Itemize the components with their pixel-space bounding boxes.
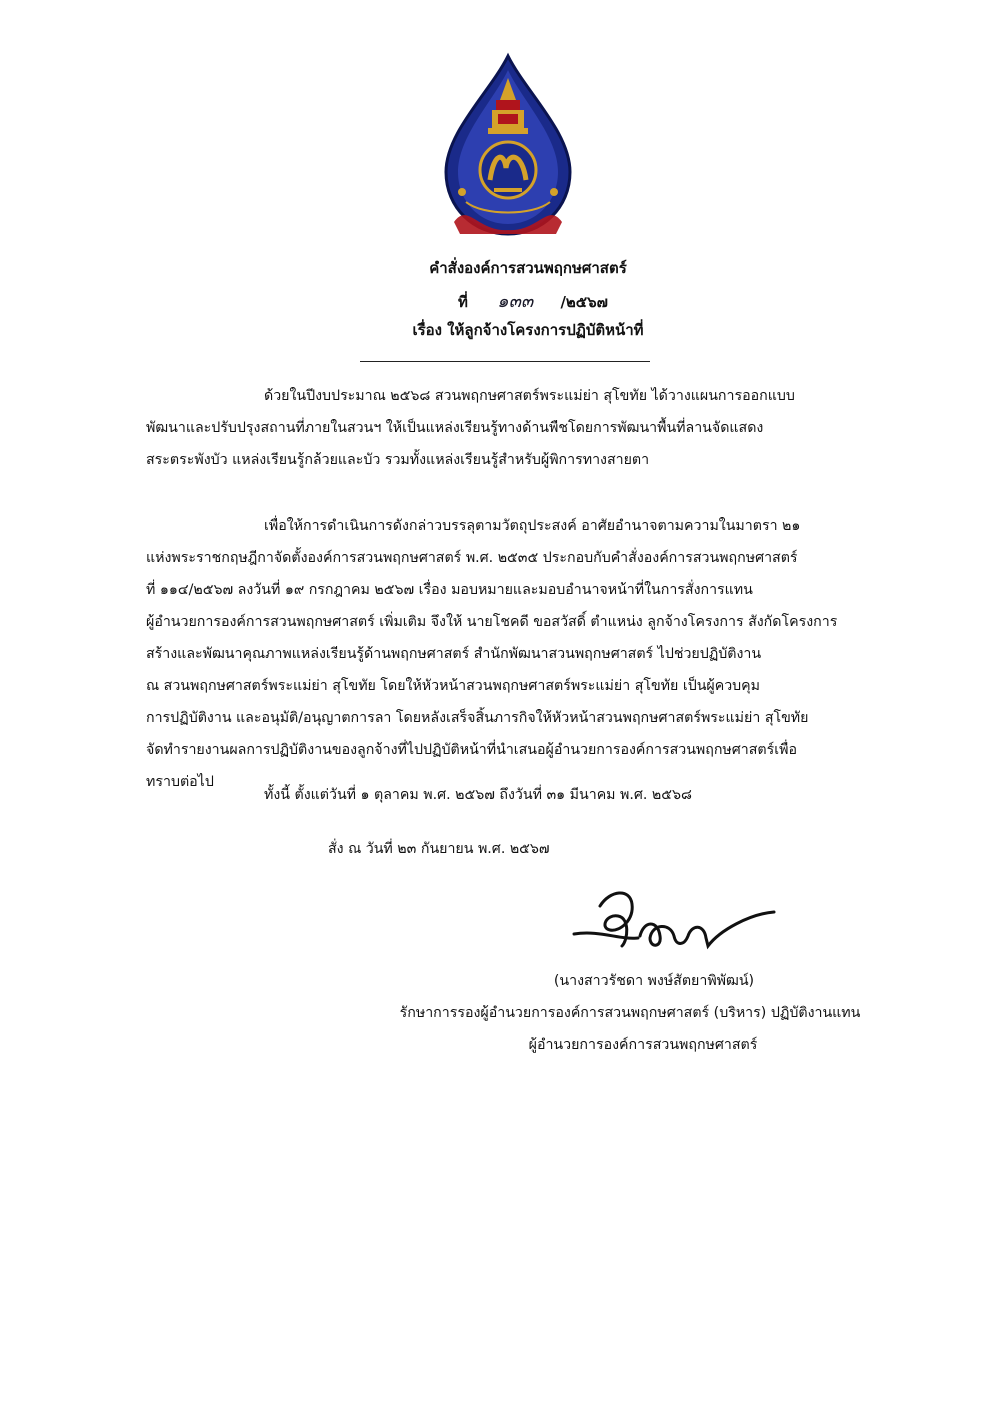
order-date: สั่ง ณ วันที่ ๒๓ กันยายน พ.ศ. ๒๕๖๗ [328,841,550,857]
paragraph-line: การปฏิบัติงาน และอนุมัติ/อนุญาตการลา โดยหลังเสร็จสิ้นภารกิจให้หัวหน้าสวนพฤกษศาสตร์พระแม่ย่า สุโขทัย [146,710,809,726]
paragraph-line: จัดทำรายงานผลการปฏิบัติงานของลูกจ้างที่ไปปฏิบัติหน้าที่นำเสนอผู้อำนวยการองค์การสวนพฤกษศาสตร์เพื่อ [146,742,797,758]
signatory-position: รักษาการรองผู้อำนวยการองค์การสวนพฤกษศาสตร์ (บริหาร) ปฏิบัติงานแทน [399,1005,861,1021]
paragraph-line: ผู้อำนวยการองค์การสวนพฤกษศาสตร์ เพิ่มเติม จึงให้ นายโชคดี ขอสวัสดิ์ ตำแหน่ง ลูกจ้างโครงการ สังกัดโครงการ [146,614,838,630]
paragraph-line: เพื่อให้การดำเนินการดังกล่าวบรรลุตามวัตถุประสงค์ อาศัยอำนาจตามความในมาตรา ๒๑ [264,518,801,534]
paragraph-line: พัฒนาและปรับปรุงสถานที่ภายในสวนฯ ให้เป็นแหล่งเรียนรู้ทางด้านพืชโดยการพัฒนาพื้นที่ลานจัดแสดง [146,420,764,436]
order-number-handwritten: ๑๓๓ [497,291,534,312]
paragraph-line: สร้างและพัฒนาคุณภาพแหล่งเรียนรู้ด้านพฤกษศาสตร์ สำนักพัฒนาสวนพฤกษศาสตร์ ไปช่วยปฏิบัติงาน [146,646,762,662]
paragraph-line: ที่ ๑๑๔/๒๕๖๗ ลงวันที่ ๑๙ กรกฎาคม ๒๕๖๗ เรื่อง มอบหมายและมอบอำนาจหน้าที่ในการสั่งการแทน [146,582,753,598]
header-divider [360,361,650,362]
order-subject: เรื่อง ให้ลูกจ้างโครงการปฏิบัติหน้าที่ [412,321,644,339]
paragraph-line: แห่งพระราชกฤษฎีกาจัดตั้งองค์การสวนพฤกษศาสตร์ พ.ศ. ๒๕๓๕ ประกอบกับคำสั่งองค์การสวนพฤกษศาสตร์ [146,550,798,566]
paragraph-1 [146,380,920,476]
order-number-year: /๒๕๖๗ [560,293,608,311]
paragraph-line: ด้วยในปีงบประมาณ ๒๕๖๘ สวนพฤกษศาสตร์พระแม่ย่า สุโขทัย ได้วางแผนการออกแบบ [264,388,795,404]
handwritten-signature-icon [570,884,780,964]
effective-period: ทั้งนี้ ตั้งแต่วันที่ ๑ ตุลาคม พ.ศ. ๒๕๖๗ ถึงวันที่ ๓๑ มีนาคม พ.ศ. ๒๕๖๘ [264,787,692,803]
order-number-label: ที่ [458,293,468,311]
order-title: คำสั่งองค์การสวนพฤกษศาสตร์ [429,259,627,277]
paragraph-line: สระตระพังบัว แหล่งเรียนรู้กล้วยและบัว รวมทั้งแหล่งเรียนรู้สำหรับผู้พิการทางสายตา [146,452,650,468]
signatory-position-2: ผู้อำนวยการองค์การสวนพฤกษศาสตร์ [528,1037,758,1053]
signatory-name: (นางสาวรัชดา พงษ์สัตยาพิพัฒน์) [553,973,755,989]
signatory-block [330,965,930,1061]
paragraph-line: ทราบต่อไป [146,774,214,790]
organization-seal-icon [438,52,578,238]
order-number [60,286,1006,315]
paragraph-2 [146,510,920,798]
paragraph-line: ณ สวนพฤกษศาสตร์พระแม่ย่า สุโขทัย โดยให้หัวหน้าสวนพฤกษศาสตร์พระแม่ย่า สุโขทัย เป็นผู้ควบคุม [146,678,761,694]
